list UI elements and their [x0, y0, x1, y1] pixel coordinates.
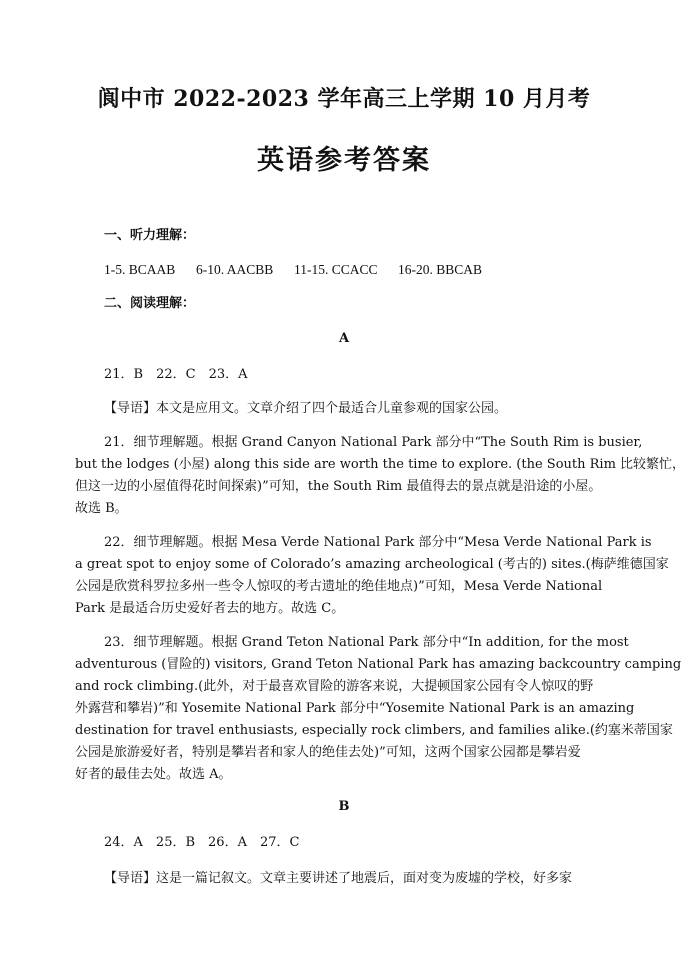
q23-explanation-line: 23．细节理解题。根据 Grand Teton National Park 部分中“In addition, for the most	[104, 635, 629, 650]
q23-explanation-line: adventurous (冒险的) visitors, Grand Teton National Park has amazing backcountry camping	[75, 657, 682, 672]
exam-title: 阆中市 2022-2023 学年高三上学期 10 月月考	[97, 86, 591, 112]
listening-answers	[104, 261, 644, 279]
listening-answer-group: 6-10. AACBB	[196, 262, 274, 277]
q22-explanation-line: 公园是欣赏科罗拉多州一些令人惊叹的考古遗址的绝佳地点)”可知，Mesa Verde National	[75, 579, 603, 594]
exam-subtitle: 英语参考答案	[257, 145, 431, 176]
q21-explanation-line: but the lodges (小屋) along this side are worth the time to explore. (the South Rim 比较繁忙，	[75, 457, 686, 472]
q21-explanation-line: 21．细节理解题。根据 Grand Canyon National Park 部分中“The South Rim is busier,	[104, 435, 643, 450]
listening-heading: 一、听力理解：	[104, 228, 196, 243]
passage-b-label: B	[338, 799, 350, 814]
listening-answer-group: 16-20. BBCAB	[398, 262, 483, 277]
q23-explanation-line: 公园是旅游爱好者，特别是攀岩者和家人的绝佳去处)”可知，这两个国家公园都是攀岩爱	[75, 745, 581, 760]
listening-answer-group: 1-5. BCAAB	[104, 262, 176, 277]
passage-a-label: A	[338, 331, 350, 346]
listening-answer-group: 11-15. CCACC	[294, 262, 378, 277]
q23-explanation-line: destination for travel enthusiasts, especially rock climbers, and families alike.(约塞米蒂国家	[75, 723, 673, 738]
reading-heading: 二、阅读理解：	[104, 296, 196, 311]
q23-explanation-line: 好者的最佳去处。故选 A。	[75, 767, 232, 782]
passage-a-answers: 21．B 22．C 23．A	[104, 367, 248, 382]
q21-explanation-line: 但这一边的小屋值得花时间探索)”可知，the South Rim 最值得去的景点就是沿途的小屋。	[75, 479, 602, 494]
q21-explanation-line: 故选 B。	[75, 501, 128, 516]
passage-b-intro: 【导语】这是一篇记叙文。文章主要讲述了地震后，面对变为废墟的学校，好多家	[104, 871, 573, 886]
q23-explanation-line: and rock climbing.(此外，对于最喜欢冒险的游客来说，大提顿国家公园有令人惊叹的野	[75, 679, 594, 694]
passage-a-intro: 【导语】本文是应用文。文章介绍了四个最适合儿童参观的国家公园。	[104, 401, 508, 416]
q23-explanation-line: 外露营和攀岩)”和 Yosemite National Park 部分中“Yosemite National Park is an amazing	[75, 701, 635, 716]
q22-explanation-line: a great spot to enjoy some of Colorado’s amazing archeological (考古的) sites.(梅萨维德国家	[75, 557, 669, 572]
passage-b-answers: 24．A 25．B 26．A 27．C	[104, 835, 300, 850]
q22-explanation-line: Park 是最适合历史爱好者去的地方。故选 C。	[75, 601, 345, 616]
q22-explanation-line: 22．细节理解题。根据 Mesa Verde National Park 部分中“Mesa Verde National Park is	[104, 535, 652, 550]
